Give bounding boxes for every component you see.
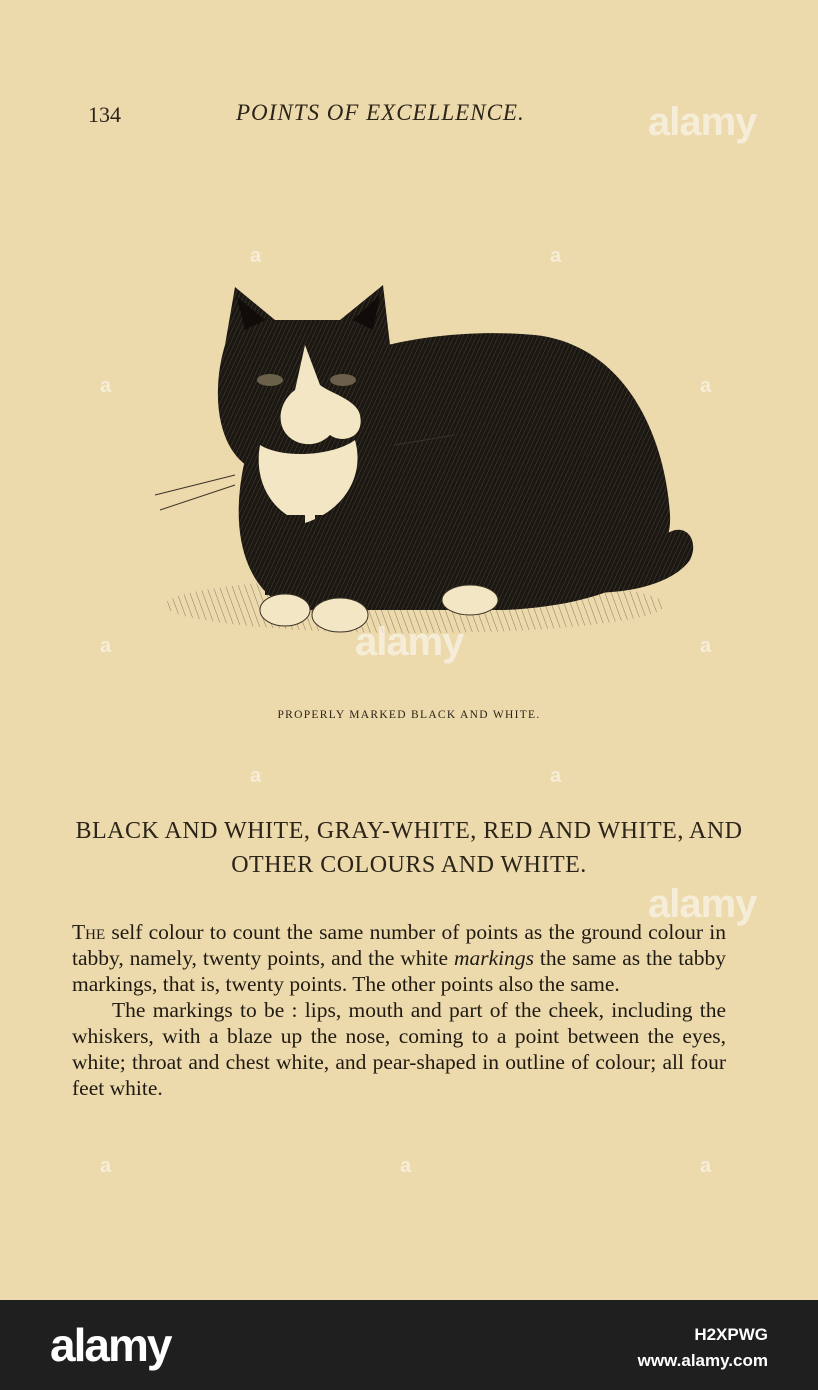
running-title: POINTS OF EXCELLENCE. bbox=[236, 100, 525, 125]
front-leg-right bbox=[315, 515, 360, 595]
watermark-mark: a bbox=[400, 1155, 412, 1177]
image-id: H2XPWG bbox=[694, 1325, 768, 1344]
front-leg-left bbox=[265, 515, 305, 595]
paw-front-left bbox=[260, 594, 310, 626]
paragraph-1-text-b: the same as the tabby markings, that is, twenty points. The other points also the same. bbox=[72, 946, 726, 996]
paragraph-1 bbox=[72, 919, 726, 997]
stock-footer bbox=[0, 1300, 818, 1390]
page-number: 134 bbox=[88, 102, 121, 127]
paw-back bbox=[442, 585, 498, 615]
watermark-logo: alamy bbox=[355, 620, 464, 664]
body-text bbox=[72, 919, 726, 1101]
cat-illustration bbox=[125, 275, 705, 645]
paragraph-lead: The bbox=[72, 920, 106, 944]
paragraph-2: The markings to be : lips, mouth and part of the cheek, including the whiskers, with a blaze up the nose, coming to a point between the eyes, white; throat and chest white, and pear-shaped in outline of colour; all four feet white. bbox=[72, 998, 726, 1100]
section-heading: BLACK AND WHITE, GRAY-WHITE, RED AND WHITE, AND OTHER COLOURS AND WHITE. bbox=[75, 818, 743, 878]
watermark-mark: a bbox=[700, 635, 712, 657]
watermark-mark: a bbox=[700, 1155, 712, 1177]
footer-url[interactable]: www.alamy.com bbox=[637, 1351, 768, 1370]
right-eye bbox=[330, 374, 356, 386]
watermark-mark: a bbox=[100, 1155, 112, 1177]
figure-caption: PROPERLY MARKED BLACK AND WHITE. bbox=[277, 709, 541, 721]
footer-logo: alamy bbox=[50, 1319, 171, 1371]
watermark-mark: a bbox=[250, 765, 262, 787]
paragraph-1-text-a: self colour to count the same number of points as the ground colour in tabby, namely, twenty points, and the white bbox=[72, 920, 726, 970]
watermark-mark: a bbox=[550, 765, 562, 787]
watermark-mark: a bbox=[700, 375, 712, 397]
watermark-mark: a bbox=[100, 635, 112, 657]
watermark-mark: a bbox=[100, 375, 112, 397]
watermark-mark: a bbox=[250, 245, 262, 267]
watermark-mark: a bbox=[550, 245, 562, 267]
watermark-logo: alamy bbox=[648, 882, 757, 926]
footer-id-block bbox=[638, 1322, 768, 1374]
left-eye bbox=[257, 374, 283, 386]
italic-term: markings bbox=[453, 946, 535, 970]
watermark-logo: alamy bbox=[648, 100, 757, 144]
